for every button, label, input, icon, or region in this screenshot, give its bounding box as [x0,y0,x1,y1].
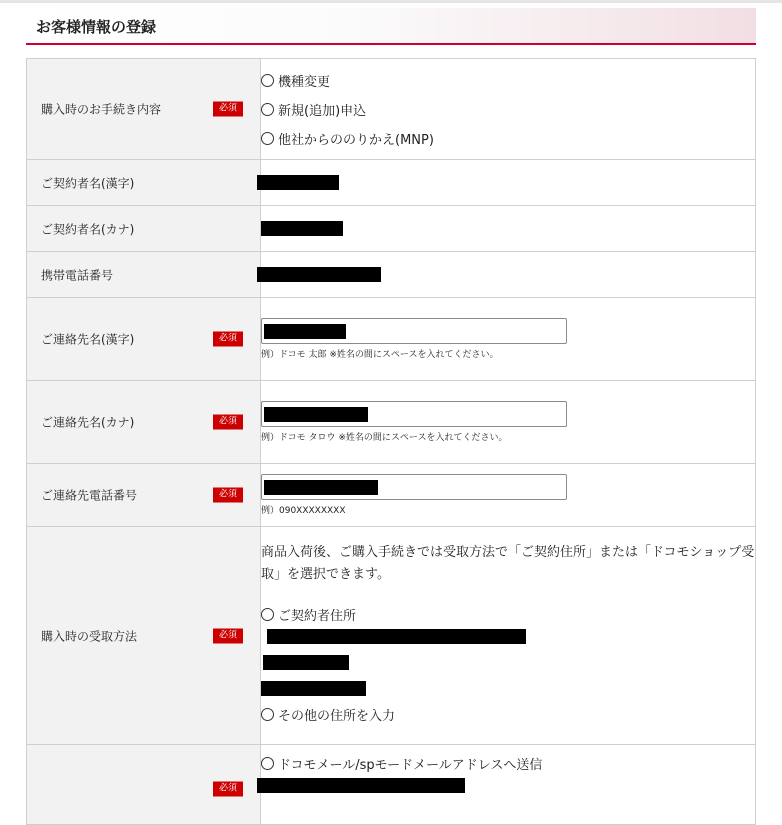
contact-phone-input[interactable] [261,474,567,500]
redacted-value [261,681,366,696]
receive-method-note: 商品入荷後、ご購入手続きでは受取方法で「ご契約住所」または「ドコモショップ受取」を選択できます。 [261,545,755,582]
field-label: ご契約者名(カナ) [41,222,135,236]
radio-icon[interactable] [261,757,274,770]
required-badge: 必須 [213,488,243,503]
required-badge: 必須 [213,102,243,117]
contact-name-kanji-input[interactable] [261,318,567,344]
field-label: ご契約者名(漢字) [41,176,135,190]
row-contract-name-kana [27,206,756,252]
row-content [261,381,756,464]
radio-option-label: 新規(追加)申込 [278,103,367,119]
redacted-value [264,324,346,339]
row-contact-phone [27,464,756,527]
radio-option-contract-address[interactable] [261,600,755,629]
row-content [261,160,756,206]
radio-option-label: その他の住所を入力 [278,709,396,724]
field-label: 購入時の受取方法 [41,629,138,643]
row-contract-name-kanji [27,160,756,206]
input-hint: 例）ドコモ タロウ ※姓名の間にスペースを入れてください。 [261,433,508,443]
radio-option-model-change[interactable] [261,66,755,95]
redacted-value [264,480,378,495]
radio-option-new-contract[interactable] [261,95,755,124]
required-badge: 必須 [213,782,243,797]
row-header [27,252,261,298]
radio-option-other-address[interactable] [261,700,755,729]
required-badge: 必須 [213,628,243,643]
row-header [27,527,261,745]
radio-option-docomo-mail[interactable] [261,749,755,778]
redacted-value [257,267,381,282]
row-notification [27,745,756,825]
top-divider [0,0,782,3]
redacted-value [267,629,526,644]
row-content [261,206,756,252]
required-badge: 必須 [213,332,243,347]
row-header [27,59,261,160]
radio-icon[interactable] [261,74,274,87]
row-header [27,206,261,252]
row-content [261,527,756,745]
radio-option-mnp[interactable] [261,124,755,153]
radio-icon[interactable] [261,132,274,145]
redacted-value [257,175,339,190]
radio-icon[interactable] [261,103,274,116]
row-contact-name-kana [27,381,756,464]
row-header [27,464,261,527]
field-label: 携帯電話番号 [41,268,114,282]
row-content [261,745,756,825]
radio-icon[interactable] [261,608,274,621]
row-contact-name-kanji [27,298,756,381]
field-label: ご連絡先名(漢字) [41,332,135,347]
redacted-value [257,778,465,793]
customer-info-form [26,58,756,825]
input-hint: 例）ドコモ 太郎 ※姓名の間にスペースを入れてください。 [261,350,499,360]
field-label: ご連絡先名(カナ) [41,415,135,430]
row-mobile-number [27,252,756,298]
redacted-value [263,655,349,670]
row-procedure [27,59,756,160]
radio-option-label: 機種変更 [278,74,331,90]
row-header [27,298,261,381]
row-receive-method [27,527,756,745]
field-label: ご連絡先電話番号 [41,488,138,503]
contact-name-kana-input[interactable] [261,401,567,427]
row-content [261,59,756,160]
row-header [27,381,261,464]
radio-option-label: ご契約者住所 [278,609,357,624]
row-content [261,252,756,298]
row-content [261,298,756,381]
section-title: お客様情報の登録 [36,18,157,36]
required-badge: 必須 [213,415,243,430]
field-label: 購入時のお手続き内容 [41,102,162,117]
redacted-value [264,407,368,422]
radio-option-label: 他社からののりかえ(MNP) [278,132,434,148]
section-header [26,8,756,45]
row-header [27,160,261,206]
input-hint: 例）090XXXXXXXX [261,506,346,516]
redacted-value [261,221,343,236]
row-content [261,464,756,527]
radio-icon[interactable] [261,708,274,721]
radio-option-label: ドコモメール/spモードメールアドレスへ送信 [278,758,543,773]
row-header [27,745,261,825]
